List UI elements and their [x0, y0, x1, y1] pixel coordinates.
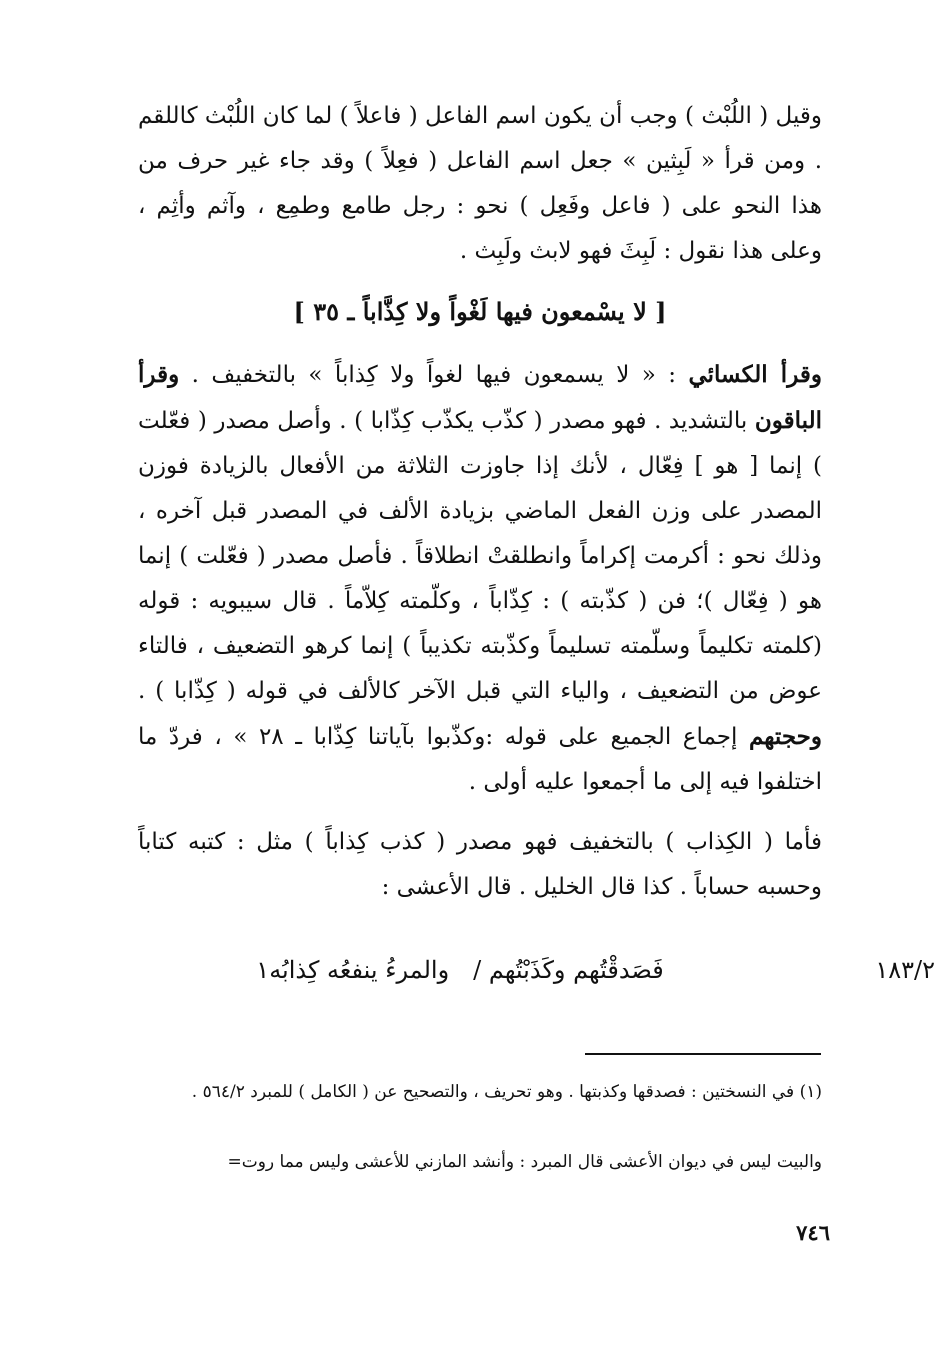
verse-hemistich-second: والمرءُ ينفعُه كِذابُه١ — [256, 956, 450, 984]
footnote-separator — [585, 1053, 821, 1055]
reader-al-kisai: وقرأ الكسائي — [688, 361, 822, 388]
paragraph-kidhab-takhfif: فأما ( الكِذاب ) بالتخفيف فهو مصدر ( كذب كِذاباً ) مثل : كتبه كتاباً وحسبه حساباً . كذا قال الخليل . قال الأعشى : — [138, 829, 822, 900]
verse-hemistich-first: فَصَدقْتُهم وكَذَبْتُهم / — [473, 956, 664, 984]
footnote-continuation: والبيت ليس في ديوان الأعشى قال المبرد : وأنشد المازني للأعشى وليس مما روت= — [227, 1152, 822, 1172]
paragraph-lubth: وقيل ( اللُبْث ) وجب أن يكون اسم الفاعل ( فاعلاً ) لما كان اللُبْث كاللقم . ومن قرأ « لَبِثين » جعل اسم الفاعل ( فعِلاً ) وقد جاء غير حرف من هذا النحو على ( فاعل وفَعِل ) نحو : رجل طامع وطمِع ، وآثم وأثِم ، وعلى هذا نقول : لَبِثَ فهو لابث ولَبِث . — [138, 103, 822, 264]
poetry-verse — [180, 950, 740, 990]
paragraph-kiddhab-part1: : « لا يسمعون فيها لغواً ولا كِذاباً » بالتخفيف . — [179, 362, 689, 388]
page-number: ٧٤٦ — [796, 1220, 830, 1245]
readers-the-rest: وقرأ الباقون — [138, 361, 822, 434]
verse-reference-number: ١٨٣/٢ — [875, 956, 935, 984]
paragraph-kiddhab-part3: إجماع الجميع على قوله :وكذّبوا بآياتنا كِذّابا ـ ٢٨ » ، فردّ ما اختلفوا فيه إلى ما أجمعوا عليه أولى . — [138, 724, 822, 795]
verse-heading: [ لا يسْمعون فيها لَغْواً ولا كِذَّاباً ـ ٣٥ ] — [293, 297, 667, 326]
footnote-1: (١) في النسختين : فصدقها وكذبتها . وهو تحريف ، والتصحيح عن ( الكامل ) للمبرد ٥٦٤/٢ . — [191, 1082, 822, 1102]
paragraph-kiddhab-part2: بالتشديد . فهو مصدر ( كذّب يكذّب كِذّابا ) . وأصل مصدر ( فعّلت ) إنما [ هو ] فِعّال ، لأنك إذا جاوزت الثلاثة من الأفعال بالزيادة فوزن المصدر على وزن الفعل الماضي بزيادة الألف في المصدر قبل آخره ، وذلك نحو : أكرمت إكراماً وانطلقتْ انطلاقاً . فأصل مصدر ( فعّلت ) إنما هو ( فِعّال )؛ فن ( كذّبته ) : كِذّاباً ، وكلّمته كِلاّماً . قال سيبويه : قوله (كلمته تكليماً وسلّمته تسليماً وكذّبته تكذيباً ) إنما كرهو التضعيف ، فالتاء عوض من التضعيف ، والياء التي قبل الآخر كالألف في قوله ( كِذّابا ) . — [138, 408, 822, 704]
paragraph-kiddhab — [138, 352, 822, 805]
their-proof: وحجتهم — [748, 723, 822, 750]
